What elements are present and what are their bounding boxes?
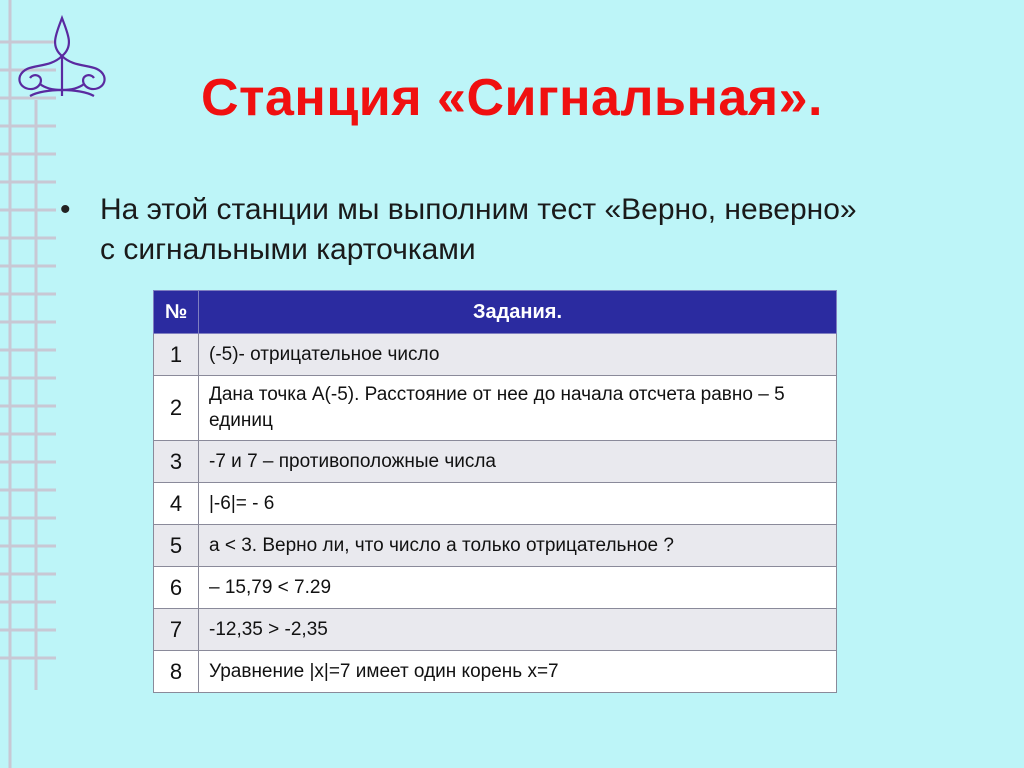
row-number: 8 — [154, 651, 199, 693]
row-number: 3 — [154, 441, 199, 483]
header-task: Задания. — [199, 291, 837, 334]
table-header-row — [154, 291, 837, 334]
row-number: 5 — [154, 525, 199, 567]
table-row — [154, 334, 837, 376]
row-number: 7 — [154, 609, 199, 651]
row-task: a < 3. Верно ли, что число а только отрицательное ? — [199, 525, 837, 567]
header-number: № — [154, 291, 199, 334]
row-number: 6 — [154, 567, 199, 609]
row-task: Уравнение |x|=7 имеет один корень х=7 — [199, 651, 837, 693]
table-row — [154, 525, 837, 567]
row-task: -7 и 7 – противоположные числа — [199, 441, 837, 483]
row-number: 1 — [154, 334, 199, 376]
tasks-table — [153, 290, 837, 693]
table-row — [154, 567, 837, 609]
table-row — [154, 441, 837, 483]
row-task: |-6|= - 6 — [199, 483, 837, 525]
row-task: – 15,79 < 7.29 — [199, 567, 837, 609]
table-row — [154, 376, 837, 441]
row-number: 2 — [154, 376, 199, 441]
bullet-text: На этой станции мы выполним тест «Верно, неверно» с сигнальными карточками — [100, 193, 857, 266]
bullet-marker: • — [60, 193, 71, 226]
row-task: (-5)- отрицательное число — [199, 334, 837, 376]
table-row — [154, 651, 837, 693]
row-task: Дана точка А(-5). Расстояние от нее до начала отсчета равно – 5 единиц — [199, 376, 837, 441]
slide-title: Станция «Сигнальная». — [200, 69, 824, 127]
row-number: 4 — [154, 483, 199, 525]
row-task: -12,35 > -2,35 — [199, 609, 837, 651]
table-row — [154, 609, 837, 651]
table-row — [154, 483, 837, 525]
